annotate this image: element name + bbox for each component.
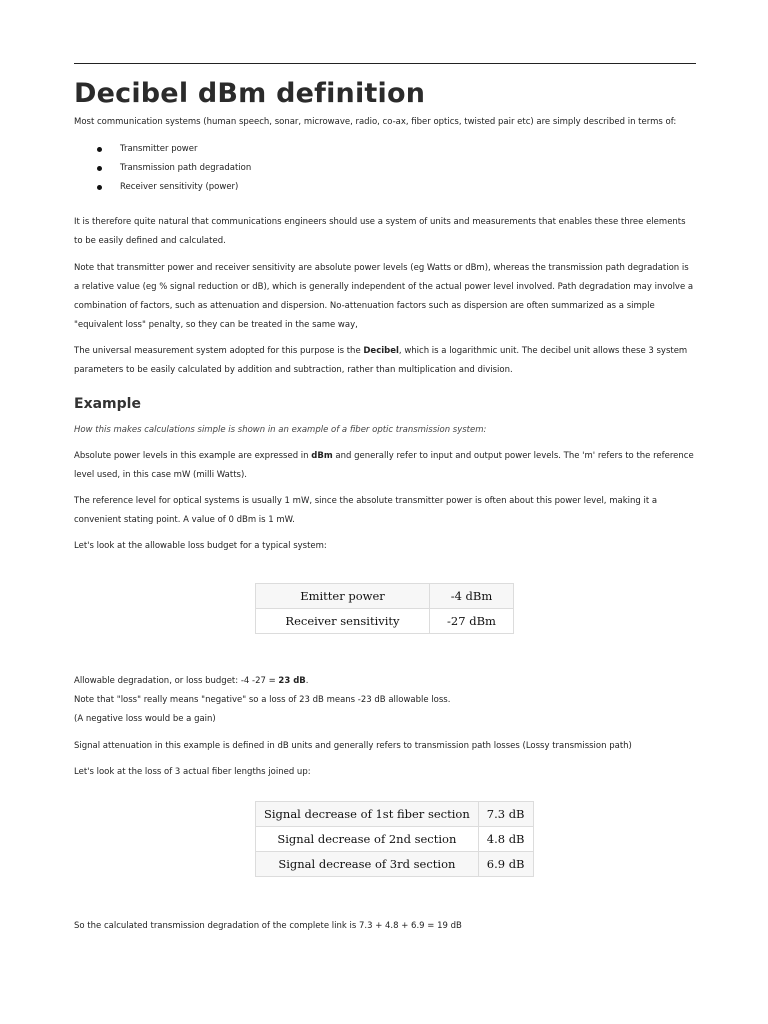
paragraph-absolute-levels: Note that transmitter power and receiver sensitivity are absolute power levels (eg Watts or dBm), whereas the transmission path degradation is a relative value (eg % signal reduction or dB), which is generally independent of the actual power level involved. Path degradation may involve a combination of factors, such as attenuation and dispersion. No-attenuation factors such as dispersion are often summarized as a simple "equivalent loss" penalty, so they can be treated in the same way, [74,263,694,330]
paragraph-loss-budget-intro: Let's look at the allowable loss budget for a typical system: [74,541,327,551]
text-fragment: The universal measurement system adopted for this purpose is the [74,346,364,356]
bold-term: 23 dB [278,676,306,686]
table-cell-label: Signal decrease of 3rd section [256,852,479,877]
table-row [256,827,534,852]
loss-budget-line [74,672,696,691]
paragraph-reference-level: The reference level for optical systems is usually 1 mW, since the absolute transmitter power is often about this power level, making it a convenient stating point. A value of 0 dBm is 1 mW. [74,496,658,525]
table-cell-label: Signal decrease of 2nd section [256,827,479,852]
bold-term: Decibel [363,346,399,356]
gain-note: (A negative loss would be a gain) [74,714,216,724]
text-fragment: . [305,676,309,686]
text-fragment: and generally refer to input and output power levels. The 'm' refers to the reference level used, in this case mW (milli Watts). [74,451,694,480]
table-cell-value: -4 dBm [430,584,514,609]
example-intro: How this makes calculations simple is shown in an example of a fiber optic transmission system: [74,425,487,435]
table-row [256,802,534,827]
table-cell-value: 6.9 dB [478,852,533,877]
table-cell-label: Emitter power [256,584,430,609]
paragraph-decibel [74,342,696,380]
table-cell-value: 4.8 dB [478,827,533,852]
attenuation-text: Signal attenuation in this example is defined in dB units and generally refers to transmission path losses (Lossy transmission path) [74,741,632,751]
bullet-item: Receiver sensitivity (power) [74,178,251,197]
paragraph-units: It is therefore quite natural that communications engineers should use a system of units and measurements that enables these three elements to be easily defined and calculated. [74,217,686,246]
fiber-intro: Let's look at the loss of 3 actual fiber lengths joined up: [74,767,311,777]
page-title: Decibel dBm definition [74,78,426,109]
text-fragment: Absolute power levels in this example are expressed in [74,451,312,461]
fiber-loss-table [255,801,534,877]
table-cell-label: Receiver sensitivity [256,609,430,634]
power-table [255,583,514,634]
conclusion-text: So the calculated transmission degradation of the complete link is 7.3 + 4.8 + 6.9 = 19 dB [74,921,462,931]
loss-note: Note that "loss" really means "negative" so a loss of 23 dB means -23 dB allowable loss. [74,695,451,705]
text-fragment: Allowable degradation, or loss budget: -4 -27 = [74,676,279,686]
table-cell-value: -27 dBm [430,609,514,634]
bullet-list [74,140,251,197]
text-fragment: , which is a logarithmic unit. The decibel unit allows these 3 system parameters to be easily calculated by addition and subtraction, rather than multiplication and division. [74,346,688,375]
table-row [256,609,514,634]
paragraph-dbm [74,447,696,485]
top-divider [74,63,696,64]
bullet-item: Transmitter power [74,140,251,159]
bold-term: dBm [311,451,333,461]
bullet-item: Transmission path degradation [74,159,251,178]
example-heading: Example [74,396,141,412]
intro-text: Most communication systems (human speech, sonar, microwave, radio, co-ax, fiber optics, twisted pair etc) are simply described in terms of: [74,117,677,127]
table-row [256,852,534,877]
table-cell-label: Signal decrease of 1st fiber section [256,802,479,827]
table-cell-value: 7.3 dB [478,802,533,827]
table-row [256,584,514,609]
